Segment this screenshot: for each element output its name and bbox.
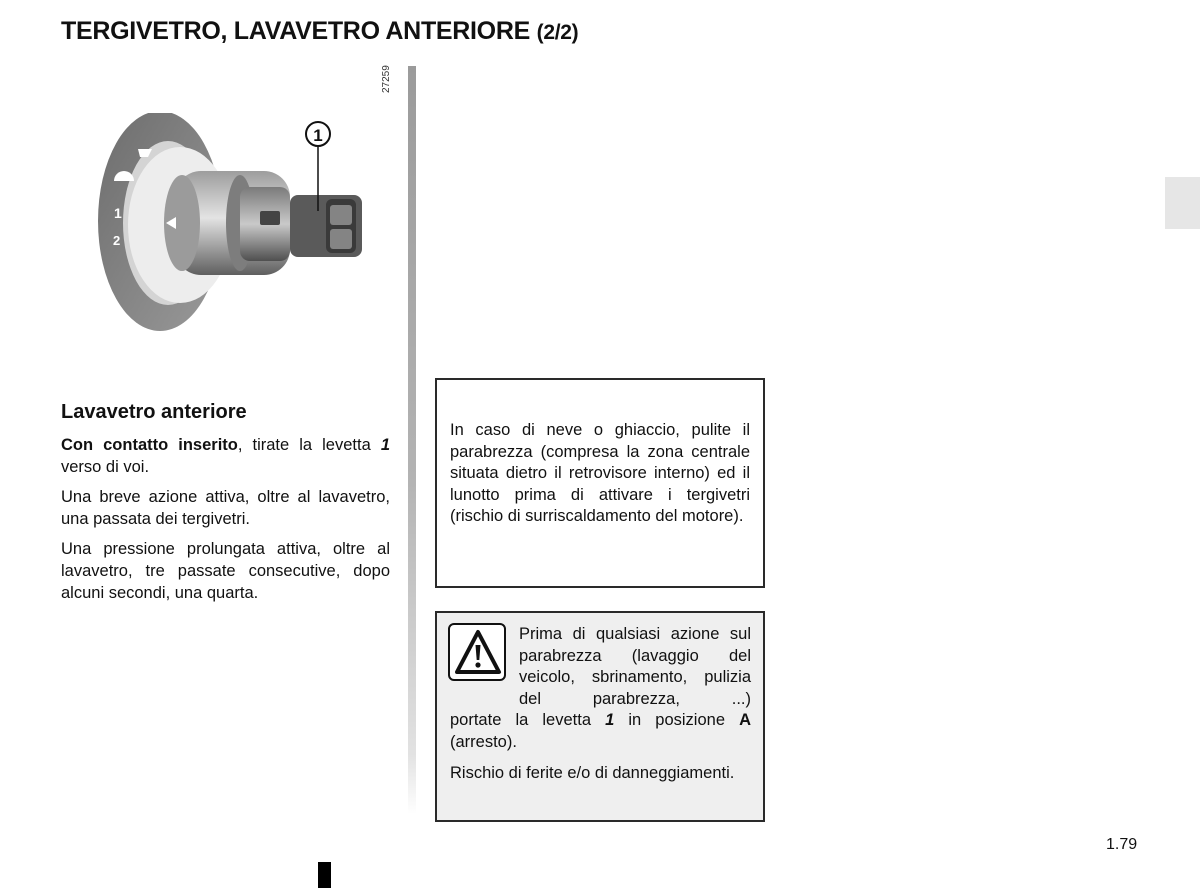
wiper-switch-illustration [90,113,380,348]
paragraph-text: , tirate la levetta [237,436,381,454]
section-heading: Lavavetro anteriore [61,401,247,423]
warning-intro: Prima di qualsiasi azione sul parabrezza (lavaggio del veicolo, sbrinamento, pulizia del parabrezza, ...) [519,625,751,708]
page-title-text: TERGIVETRO, LAVAVETRO ANTERIORE [61,17,530,45]
rear-washer-icon [260,211,280,225]
warning-box [435,611,765,822]
ignition-condition: Con contatto inserito [61,436,238,454]
figure-reference-number: 27259 [381,65,392,93]
warning-text: (arresto). [450,732,517,751]
paragraph-long-press: Una pressione prolungata attiva, oltre al lavavetro, tre passate consecutive, dopo alcuni secondi, una quarta. [61,540,390,602]
note-text: In caso di neve o ghiaccio, pulite il parabrezza (compresa la zona centrale situata dietro il retrovisore interno) ed il lunotto prima di attivare i tergivetri (rischio di surriscaldamento del motore). [450,421,750,525]
paragraph-short-press: Una breve azione attiva, oltre al lavavetro, una passata dei tergivetri. [61,488,390,528]
lever-reference: 1 [605,711,615,729]
lever-reference: 1 [380,436,390,454]
page-title-part: (2/2) [536,21,579,44]
note-box [435,378,765,588]
warning-text: portate la levetta [450,711,606,729]
column-divider [408,66,416,814]
chapter-tab [1165,177,1200,229]
switch-mark-1: 1 [114,205,122,221]
warning-instruction [450,710,751,753]
warning-triangle-icon [448,623,506,681]
page-title [61,17,578,46]
position-reference: A [739,711,751,729]
page-number: 1.79 [1106,836,1138,853]
warning-risk: Rischio di ferite e/o di danneggiamenti. [450,764,735,782]
switch-mark-2: 2 [113,233,121,248]
paragraph-text: verso di voi. [61,458,150,476]
paragraph-ignition [61,434,390,478]
warning-text: in posizione [614,711,740,729]
footer-mark [318,862,331,888]
wiper-stalk-drawing [90,113,380,348]
callout-label: 1 [313,126,323,145]
